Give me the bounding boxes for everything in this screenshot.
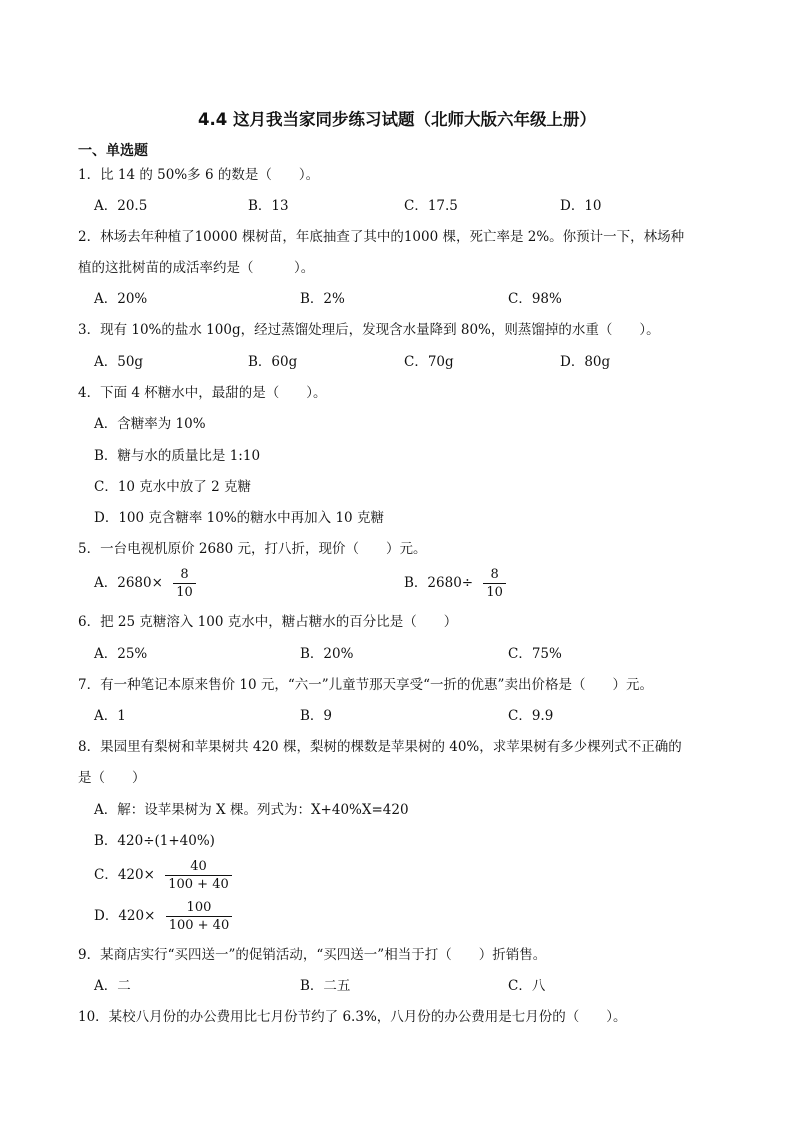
question-10-stem: 10．某校八月份的办公费用比七月份节约了 6.3%，八月份的办公费用是七月份的（ ）。	[78, 1009, 627, 1025]
question-1-option-b: B．13	[248, 198, 289, 214]
question-8-stem-line1: 8．果园里有梨树和苹果树共 420 棵，梨树的棵数是苹果树的 40%，求苹果树有多少棵列式不正确的	[78, 739, 682, 755]
question-3-option-c: C．70g	[404, 354, 454, 370]
question-3-option-a: A．50g	[94, 354, 144, 370]
question-6-option-a: A．25%	[94, 646, 148, 662]
question-3-option-b: B．60g	[248, 354, 298, 370]
question-3-stem: 3．现有 10%的盐水 100g，经过蒸馏处理后，发现含水量降到 80%，则蒸馏掉的水重（ ）。	[78, 322, 660, 338]
question-5-option-a	[94, 566, 196, 601]
question-8-option-d	[94, 899, 232, 934]
question-2-option-c: C．98%	[508, 291, 562, 307]
question-4-option-d: D．100 克含糖率 10%的糖水中再加入 10 克糖	[94, 510, 384, 526]
question-5-stem: 5．一台电视机原价 2680 元，打八折，现价（ ）元。	[78, 541, 427, 557]
question-8-option-b: B．420÷(1+40%)	[94, 833, 215, 849]
fraction-denominator: 10	[483, 583, 506, 601]
question-4-stem: 4．下面 4 杯糖水中，最甜的是（ ）。	[78, 385, 327, 401]
question-5-option-b	[404, 566, 506, 601]
question-6-option-b: B．20%	[300, 646, 354, 662]
question-3-option-d: D．80g	[560, 354, 611, 370]
question-8-option-c	[94, 858, 232, 893]
question-9-option-b: B．二五	[300, 978, 351, 994]
question-4-option-b: B．糖与水的质量比是 1:10	[94, 448, 261, 464]
question-9-stem: 9．某商店实行“买四送一”的促销活动，“买四送一”相当于打（ ）折销售。	[78, 947, 547, 963]
fraction	[483, 566, 506, 601]
question-8-option-a: A．解：设苹果树为 X 棵。列式为：X+40%X=420	[94, 802, 409, 818]
question-2-stem-line2: 植的这批树苗的成活率约是（ ）。	[78, 260, 315, 276]
question-1-option-d: D．10	[560, 198, 602, 214]
question-2-option-a: A．20%	[94, 291, 148, 307]
question-7-option-a: A．1	[94, 708, 126, 724]
fraction-denominator: 100 + 40	[165, 875, 232, 893]
fraction-numerator: 8	[490, 567, 499, 582]
fraction	[165, 858, 232, 893]
option-prefix: A．2680×	[94, 575, 163, 591]
question-7-option-b: B．9	[300, 708, 333, 724]
question-6-option-c: C．75%	[508, 646, 562, 662]
question-1-option-a: A．20.5	[94, 198, 148, 214]
fraction-numerator: 100	[186, 900, 212, 915]
question-9-option-c: C．八	[508, 978, 546, 994]
question-1-option-c: C．17.5	[404, 198, 458, 214]
option-prefix: D．420×	[94, 908, 156, 924]
question-6-stem: 6．把 25 克糖溶入 100 克水中，糖占糖水的百分比是（ ）	[78, 614, 458, 630]
fraction	[173, 566, 196, 601]
question-2-option-b: B．2%	[300, 291, 345, 307]
section-heading: 一、单选题	[78, 143, 148, 159]
fraction-denominator: 100 + 40	[166, 916, 233, 934]
question-2-stem-line1: 2．林场去年种植了10000 棵树苗，年底抽查了其中的1000 棵，死亡率是 2%。你预计一下，林场种	[78, 229, 685, 245]
option-prefix: B．2680÷	[404, 575, 474, 591]
fraction-numerator: 40	[190, 859, 207, 874]
question-4-option-c: C．10 克水中放了 2 克糖	[94, 479, 251, 495]
page-title: 4.4 这月我当家同步练习试题（北师大版六年级上册）	[198, 110, 596, 129]
question-7-stem: 7．有一种笔记本原来售价 10 元，“六一”儿童节那天享受“一折的优惠”卖出价格是（ ）元。	[78, 677, 653, 693]
fraction	[166, 899, 233, 934]
question-1-stem: 1．比 14 的 50%多 6 的数是（ ）。	[78, 167, 320, 183]
option-prefix: C．420×	[94, 867, 155, 883]
question-9-option-a: A．二	[94, 978, 131, 994]
fraction-denominator: 10	[173, 583, 196, 601]
question-8-stem-line2: 是（ ）	[78, 770, 146, 786]
question-4-option-a: A．含糖率为 10%	[94, 416, 206, 432]
question-7-option-c: C．9.9	[508, 708, 554, 724]
fraction-numerator: 8	[180, 567, 189, 582]
